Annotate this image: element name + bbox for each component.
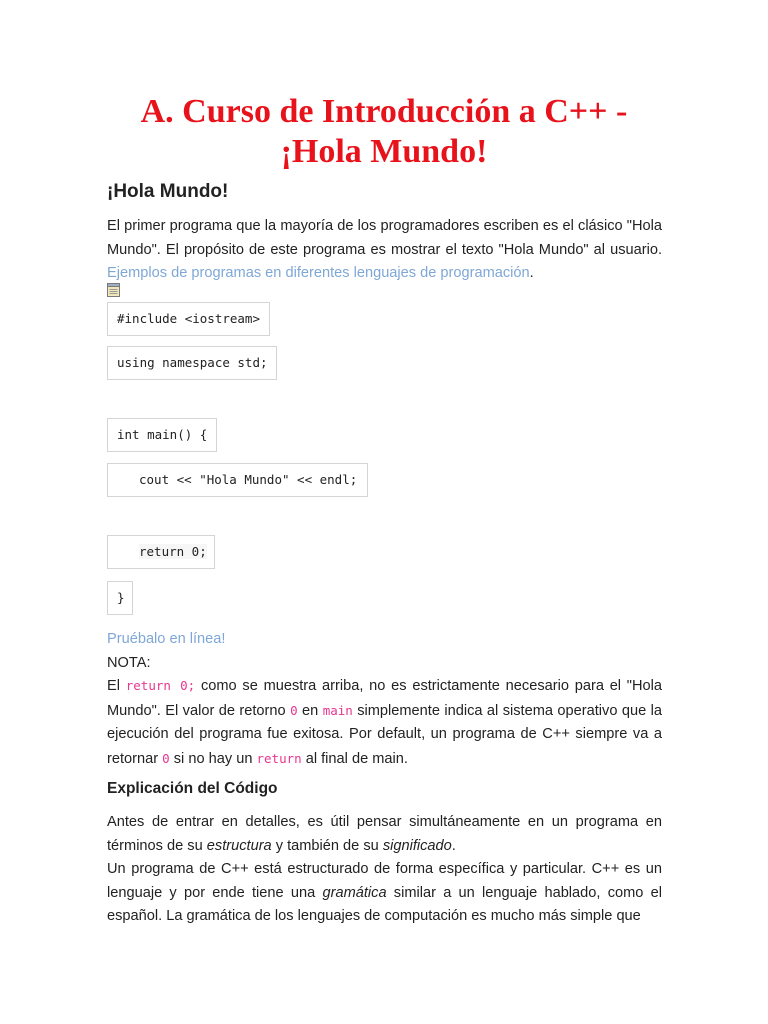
nota-paragraph — [107, 674, 662, 771]
nota-text-4: simplemente indica al sistema operativo que la ejecución del programa fue exitosa. Por default, un programa de C++ siempre va a retornar — [107, 702, 663, 767]
intro-end: . — [529, 265, 534, 281]
expl-text-5: similar a un lenguaje hablado, como el español. La gramática de los lenguajes de computación es mucho más simple que — [107, 884, 662, 924]
expl-em-significado: significado — [382, 837, 452, 854]
section-heading-explicacion: Explicación del Código — [107, 780, 278, 797]
intro-paragraph — [107, 215, 662, 286]
inline-code-return: return — [256, 750, 302, 766]
code-line-return — [107, 535, 215, 569]
expl-text-2: y también de su — [271, 837, 383, 854]
inline-code-zero-2: 0 — [162, 750, 170, 766]
nota-text-3: en — [297, 702, 323, 719]
nota-text-6: al final de main. — [301, 750, 408, 767]
intro-text: El primer programa que la mayoría de los programadores escriben es el clásico "Hola Mundo". El propósito de este programa es mostrar el texto "Hola Mundo" al usuario. — [107, 218, 662, 258]
inline-code-zero: 0 — [290, 702, 298, 718]
expl-text-3: . — [451, 837, 456, 854]
nota-label: NOTA: — [107, 654, 151, 671]
examples-link[interactable]: Ejemplos de programas en diferentes lenguajes de programación — [107, 265, 530, 281]
explanation-paragraph — [107, 811, 662, 929]
inline-code-return-0: return 0; — [125, 678, 196, 693]
expl-text-1: Antes de entrar en detalles, es útil pensar simultáneamente en un programa en términos de su — [107, 814, 662, 854]
expl-em-gramatica: gramática — [322, 884, 387, 901]
nota-text-2: como se muestra arriba, no es estrictamente necesario para el "Hola Mundo". El valor de retorno — [107, 678, 663, 719]
code-line-using: using namespace std; — [107, 346, 277, 380]
expl-em-estructura: estructura — [206, 837, 272, 854]
nota-text-1: El — [107, 678, 126, 694]
code-line-close-brace: } — [107, 581, 133, 615]
code-line-include: #include <iostream> — [107, 302, 270, 336]
try-online-link[interactable]: Pruébalo en línea! — [107, 631, 226, 647]
notepad-icon — [107, 283, 120, 297]
expl-text-4: Un programa de C++ está estructurado de forma específica y particular. C++ es un lenguaje y por ende tiene una — [107, 861, 662, 901]
code-line-main: int main() { — [107, 418, 217, 452]
page-title: A. Curso de Introducción a C++ - ¡Hola Mundo! — [140, 93, 628, 170]
code-line-cout: cout << "Hola Mundo" << endl; — [107, 463, 368, 497]
inline-code-main: main — [322, 702, 353, 718]
nota-text-5: si no hay un — [169, 750, 257, 767]
code-line-return-text: return 0; — [139, 544, 207, 559]
try-online-paragraph — [107, 628, 662, 675]
section-heading-hola-mundo: ¡Hola Mundo! — [107, 181, 229, 202]
